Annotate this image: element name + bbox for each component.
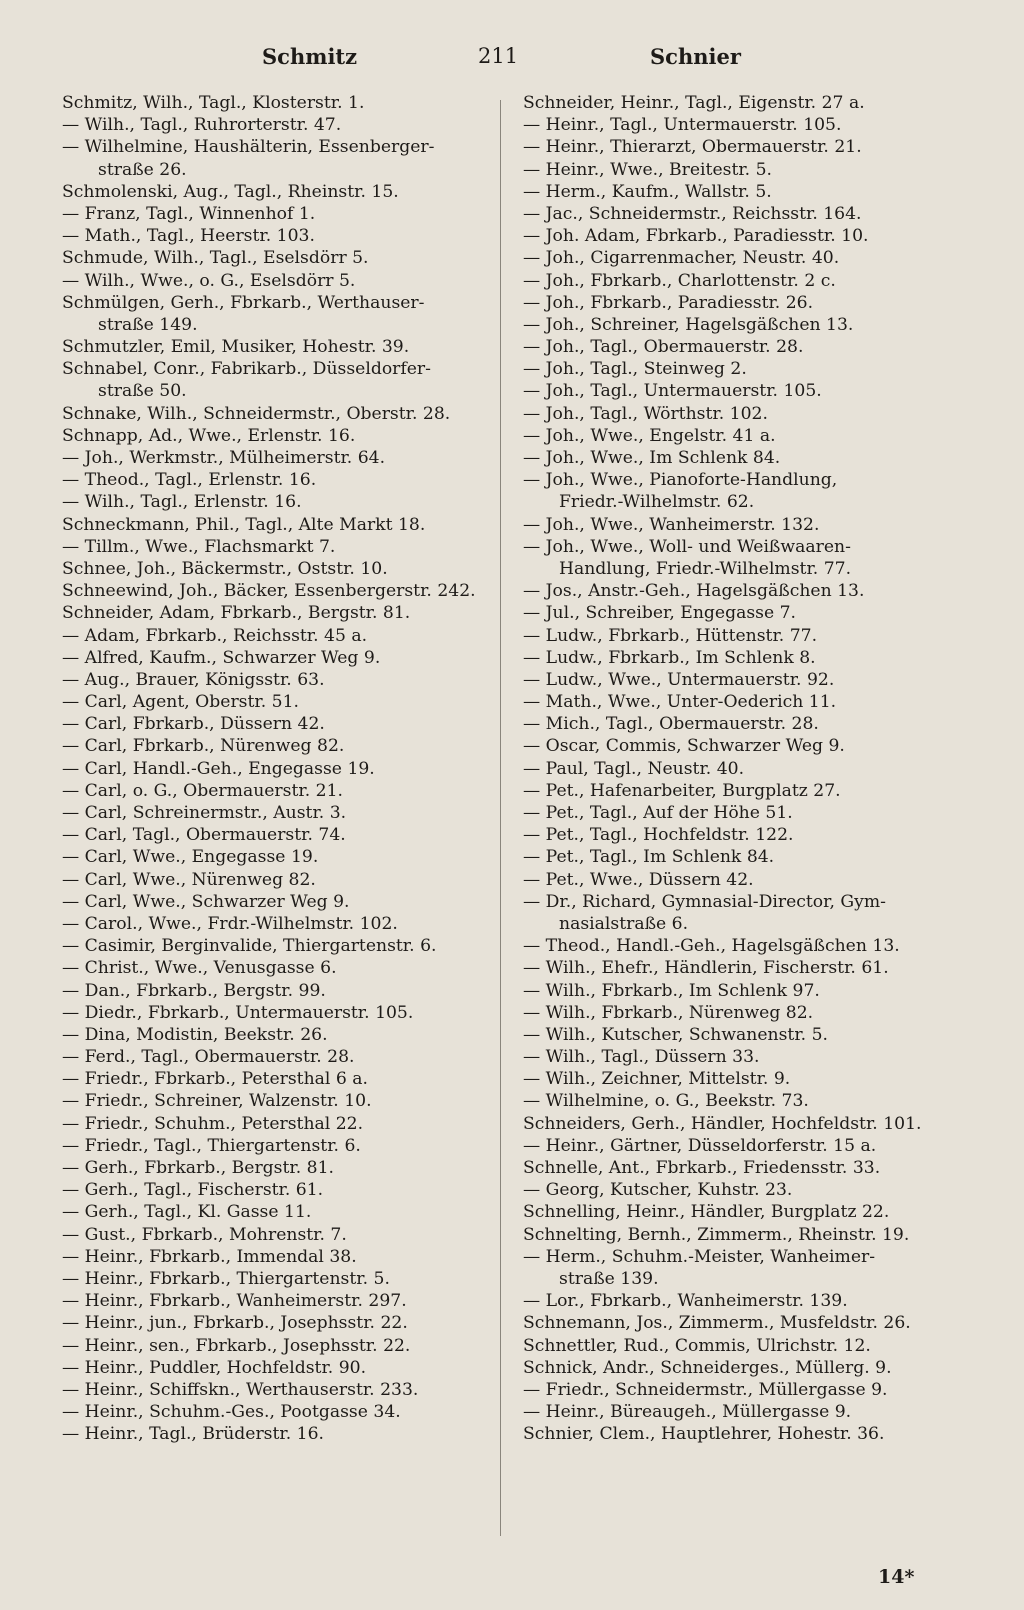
directory-entry: — Carl, Agent, Oberstr. 51. (62, 692, 299, 713)
directory-entry: — Georg, Kutscher, Kuhstr. 23. (523, 1180, 793, 1201)
directory-entry-continuation: straße 26. (98, 159, 187, 180)
directory-entry: — Wilh., Tagl., Erlenstr. 16. (62, 492, 302, 513)
directory-entry: — Gust., Fbrkarb., Mohrenstr. 7. (62, 1224, 347, 1245)
directory-entry: — Herm., Kaufm., Wallstr. 5. (523, 181, 772, 202)
directory-entry: — Joh., Schreiner, Hagelsgäßchen 13. (523, 314, 854, 335)
directory-entry: — Paul, Tagl., Neustr. 40. (523, 758, 745, 779)
directory-entry: Schnelle, Ant., Fbrkarb., Friedensstr. 33. (523, 1158, 881, 1178)
directory-entry: — Carl, o. G., Obermauerstr. 21. (62, 780, 343, 801)
directory-entry: — Pet., Tagl., Im Schlenk 84. (523, 847, 775, 868)
directory-entry: — Ludw., Fbrkarb., Im Schlenk 8. (523, 647, 816, 668)
directory-entry: Schmutzler, Emil, Musiker, Hohestr. 39. (62, 337, 410, 358)
directory-entry: Schnabel, Conr., Fabrikarb., Düsseldorfer- (62, 359, 431, 380)
directory-entry: — Wilh., Ehefr., Händlerin, Fischerstr. 61. (523, 958, 889, 979)
directory-entry: Schnake, Wilh., Schneidermstr., Oberstr. 28. (62, 403, 451, 424)
directory-entry: Schnier, Clem., Hauptlehrer, Hohestr. 36. (523, 1424, 885, 1445)
directory-entry: — Heinr., Tagl., Brüderstr. 16. (62, 1424, 324, 1445)
directory-entry: — Christ., Wwe., Venusgasse 6. (62, 958, 337, 979)
directory-entry: — Wilh., Fbrkarb., Im Schlenk 97. (523, 980, 820, 1001)
directory-entry: — Theod., Tagl., Erlenstr. 16. (62, 470, 317, 491)
directory-entry: — Heinr., Schiffskn., Werthauserstr. 233. (62, 1379, 419, 1400)
directory-entry: — Joh., Werkmstr., Mülheimerstr. 64. (62, 448, 386, 468)
directory-entry: — Adam, Fbrkarb., Reichsstr. 45 a. (62, 625, 368, 646)
directory-entry: — Tillm., Wwe., Flachsmarkt 7. (62, 536, 336, 557)
directory-entry: — Carl, Handl.-Geh., Engegasse 19. (62, 758, 375, 779)
header-left-keyword: Schmitz (262, 44, 358, 69)
directory-entry: — Heinr., Wwe., Breitestr. 5. (523, 159, 773, 180)
directory-entry: — Heinr., Büreaugeh., Müllergasse 9. (523, 1402, 852, 1423)
directory-entry: — Joh., Wwe., Wanheimerstr. 132. (523, 514, 820, 535)
directory-entry: — Heinr., Tagl., Untermauerstr. 105. (523, 115, 842, 136)
directory-entry: — Joh., Tagl., Untermauerstr. 105. (523, 381, 822, 402)
directory-entry: — Heinr., Thierarzt, Obermauerstr. 21. (523, 137, 862, 158)
directory-entry: — Joh. Adam, Fbrkarb., Paradiesstr. 10. (523, 226, 869, 247)
directory-entry: Schnelling, Heinr., Händler, Burgplatz 22. (523, 1202, 890, 1223)
directory-entry: — Ludw., Fbrkarb., Hüttenstr. 77. (523, 625, 818, 646)
directory-entry: Schneewind, Joh., Bäcker, Essenbergerstr. 242. (62, 581, 476, 602)
directory-entry: — Ludw., Wwe., Untermauerstr. 92. (523, 669, 835, 690)
directory-entry: — Carl, Fbrkarb., Düssern 42. (62, 714, 325, 735)
directory-entry: — Joh., Wwe., Engelstr. 41 a. (523, 425, 776, 446)
directory-entry: — Dan., Fbrkarb., Bergstr. 99. (62, 980, 326, 1001)
directory-entry: — Jos., Anstr.-Geh., Hagelsgäßchen 13. (523, 581, 865, 602)
header-right-keyword: Schnier (650, 44, 741, 69)
directory-entry: — Heinr., Puddler, Hochfeldstr. 90. (62, 1357, 367, 1378)
directory-entry: Schneiders, Gerh., Händler, Hochfeldstr. 101. (523, 1113, 922, 1134)
page-number: 211 (478, 44, 519, 68)
column-divider (500, 100, 501, 1536)
directory-entry: Schnettler, Rud., Commis, Ulrichstr. 12. (523, 1335, 871, 1356)
directory-entry: — Jul., Schreiber, Engegasse 7. (523, 603, 796, 624)
directory-entry: — Wilh., Kutscher, Schwanenstr. 5. (523, 1024, 828, 1045)
directory-entry: — Ferd., Tagl., Obermauerstr. 28. (62, 1047, 355, 1068)
directory-entry: Schneider, Heinr., Tagl., Eigenstr. 27 a. (523, 93, 865, 113)
directory-entry: — Heinr., jun., Fbrkarb., Josephsstr. 22. (62, 1313, 408, 1334)
directory-entry: — Pet., Hafenarbeiter, Burgplatz 27. (523, 780, 841, 801)
directory-entry: — Herm., Schuhm.-Meister, Wanheimer- (523, 1246, 876, 1267)
directory-entry: — Casimir, Berginvalide, Thiergartenstr. 6. (62, 936, 437, 957)
directory-entry: — Gerh., Tagl., Fischerstr. 61. (62, 1180, 324, 1201)
directory-entry: — Wilh., Tagl., Düssern 33. (523, 1047, 760, 1068)
directory-entry: — Lor., Fbrkarb., Wanheimerstr. 139. (523, 1291, 848, 1312)
directory-entry: Schnelting, Bernh., Zimmerm., Rheinstr. 19. (523, 1224, 910, 1245)
directory-entry: Schnee, Joh., Bäckermstr., Oststr. 10. (62, 558, 388, 579)
directory-entry: — Wilh., Zeichner, Mittelstr. 9. (523, 1069, 791, 1090)
page-header (0, 44, 1024, 84)
directory-entry: — Theod., Handl.-Geh., Hagelsgäßchen 13. (523, 936, 900, 957)
directory-entry: — Friedr., Schneidermstr., Müllergasse 9. (523, 1379, 888, 1400)
directory-entry: Schmolenski, Aug., Tagl., Rheinstr. 15. (62, 181, 399, 202)
directory-entry: — Joh., Tagl., Wörthstr. 102. (523, 403, 768, 424)
directory-entry: — Gerh., Tagl., Kl. Gasse 11. (62, 1202, 312, 1223)
directory-entry: — Joh., Fbrkarb., Paradiesstr. 26. (523, 292, 814, 313)
directory-entry: — Carl, Wwe., Schwarzer Weg 9. (62, 891, 350, 912)
left-column (62, 92, 492, 1445)
directory-entry: Schneckmann, Phil., Tagl., Alte Markt 18. (62, 514, 426, 535)
directory-entry: — Pet., Tagl., Auf der Höhe 51. (523, 803, 793, 823)
directory-entry: — Mich., Tagl., Obermauerstr. 28. (523, 714, 819, 735)
directory-entry: — Heinr., Fbrkarb., Wanheimerstr. 297. (62, 1291, 407, 1312)
directory-entry: — Heinr., Schuhm.-Ges., Pootgasse 34. (62, 1402, 401, 1423)
directory-entry: — Carl, Schreinermstr., Austr. 3. (62, 803, 347, 823)
directory-entry: — Alfred, Kaufm., Schwarzer Weg 9. (62, 647, 381, 668)
directory-entry: — Heinr., Fbrkarb., Thiergartenstr. 5. (62, 1268, 390, 1289)
directory-entry: Schmitz, Wilh., Tagl., Klosterstr. 1. (62, 93, 365, 113)
directory-entry: Schnapp, Ad., Wwe., Erlenstr. 16. (62, 425, 356, 446)
directory-entry: — Dina, Modistin, Beekstr. 26. (62, 1024, 328, 1045)
directory-entry: — Gerh., Fbrkarb., Bergstr. 81. (62, 1158, 334, 1178)
directory-entry: — Friedr., Schuhm., Petersthal 22. (62, 1113, 364, 1134)
directory-entry: — Pet., Tagl., Hochfeldstr. 122. (523, 825, 794, 846)
directory-entry: — Carl, Wwe., Engegasse 19. (62, 847, 319, 868)
directory-entry: — Carl, Wwe., Nürenweg 82. (62, 869, 316, 890)
directory-entry: — Friedr., Tagl., Thiergartenstr. 6. (62, 1135, 361, 1156)
directory-entry: — Joh., Cigarrenmacher, Neustr. 40. (523, 248, 840, 269)
directory-entry: — Wilh., Tagl., Ruhrorterstr. 47. (62, 115, 342, 136)
directory-entry: — Joh., Wwe., Im Schlenk 84. (523, 448, 781, 468)
directory-entry: — Friedr., Schreiner, Walzenstr. 10. (62, 1091, 372, 1112)
directory-entry: Schnemann, Jos., Zimmerm., Musfeldstr. 26. (523, 1313, 911, 1334)
directory-entry: — Math., Wwe., Unter-Oederich 11. (523, 692, 837, 713)
directory-entry-continuation: nasialstraße 6. (559, 913, 689, 934)
directory-entry: — Dr., Richard, Gymnasial-Director, Gym- (523, 891, 886, 912)
directory-entry: — Joh., Tagl., Obermauerstr. 28. (523, 337, 804, 358)
directory-entry: Schneider, Adam, Fbrkarb., Bergstr. 81. (62, 603, 411, 624)
directory-entry: Schmülgen, Gerh., Fbrkarb., Werthauser- (62, 292, 425, 313)
directory-entry-continuation: straße 139. (559, 1268, 659, 1289)
directory-entry: — Franz, Tagl., Winnenhof 1. (62, 203, 316, 224)
right-column (523, 92, 963, 1445)
directory-entry-continuation: Friedr.-Wilhelmstr. 62. (559, 492, 755, 513)
directory-entry-continuation: straße 50. (98, 381, 187, 402)
directory-entry: — Carl, Tagl., Obermauerstr. 74. (62, 825, 346, 846)
directory-entry: — Jac., Schneidermstr., Reichsstr. 164. (523, 203, 862, 224)
signature-mark: 14* (878, 1566, 915, 1588)
directory-entry: — Wilh., Fbrkarb., Nürenweg 82. (523, 1002, 814, 1023)
directory-entry: — Joh., Tagl., Steinweg 2. (523, 359, 747, 380)
directory-entry: — Heinr., Gärtner, Düsseldorferstr. 15 a. (523, 1135, 877, 1156)
directory-entry: Schnick, Andr., Schneiderges., Müllerg. 9. (523, 1357, 892, 1378)
directory-entry: — Heinr., sen., Fbrkarb., Josephsstr. 22. (62, 1335, 411, 1356)
directory-entry: — Joh., Fbrkarb., Charlottenstr. 2 c. (523, 270, 836, 291)
directory-entry: — Wilh., Wwe., o. G., Eselsdörr 5. (62, 270, 356, 291)
directory-entry: Schmude, Wilh., Tagl., Eselsdörr 5. (62, 248, 369, 269)
directory-entry: — Friedr., Fbrkarb., Petersthal 6 a. (62, 1069, 368, 1090)
directory-entry: — Wilhelmine, o. G., Beekstr. 73. (523, 1091, 809, 1112)
directory-entry: — Heinr., Fbrkarb., Immendal 38. (62, 1246, 357, 1267)
directory-entry-continuation: straße 149. (98, 314, 198, 335)
directory-entry: — Pet., Wwe., Düssern 42. (523, 869, 754, 890)
directory-entry: — Diedr., Fbrkarb., Untermauerstr. 105. (62, 1002, 414, 1023)
directory-entry: — Wilhelmine, Haushälterin, Essenberger- (62, 137, 435, 158)
directory-entry: — Joh., Wwe., Woll- und Weißwaaren- (523, 536, 851, 557)
directory-entry: — Oscar, Commis, Schwarzer Weg 9. (523, 736, 845, 757)
directory-entry: — Carol., Wwe., Frdr.-Wilhelmstr. 102. (62, 913, 398, 934)
directory-entry-continuation: Handlung, Friedr.-Wilhelmstr. 77. (559, 558, 852, 579)
directory-entry: — Math., Tagl., Heerstr. 103. (62, 226, 315, 247)
directory-entry: — Aug., Brauer, Königsstr. 63. (62, 669, 325, 690)
directory-entry: — Joh., Wwe., Pianoforte-Handlung, (523, 470, 838, 491)
directory-entry: — Carl, Fbrkarb., Nürenweg 82. (62, 736, 345, 757)
